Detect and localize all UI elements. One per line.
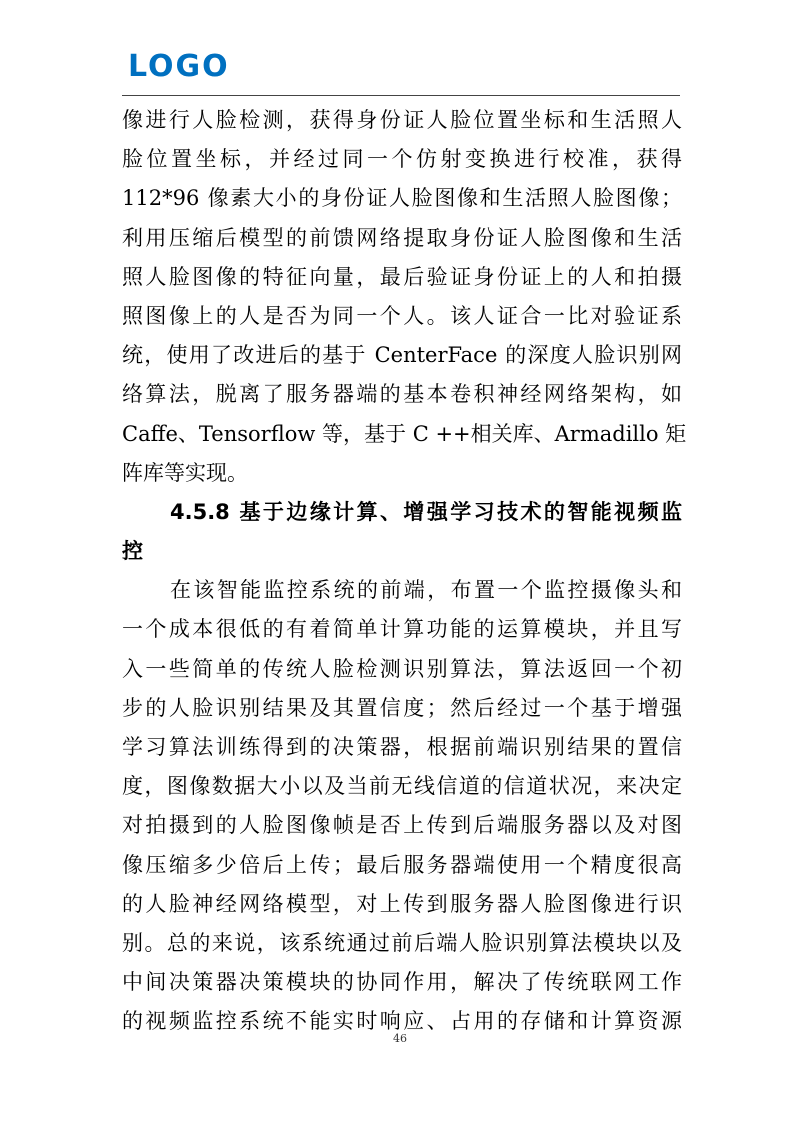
paragraph-line: 脸位置坐标，并经过同一个仿射变换进行校准，获得 <box>122 147 682 172</box>
paragraph-line: 利用压缩后模型的前馈网络提取身份证人脸图像和生活 <box>122 225 682 250</box>
logo: LOGO <box>128 49 230 84</box>
section-heading-line: 4.5.8 基于边缘计算、增强学习技术的智能视频监 <box>170 499 682 524</box>
paragraph-line: 照图像上的人是否为同一个人。该人证合一比对验证系 <box>122 303 682 328</box>
header-divider <box>122 95 680 96</box>
paragraph-line: Caffe、Tensorflow 等，基于 C ++相关库、Armadillo 矩 <box>122 421 687 446</box>
paragraph-line: 112*96 像素大小的身份证人脸图像和生活照人脸图像； <box>122 186 682 211</box>
paragraph-1 <box>122 101 687 493</box>
page-number: 46 <box>393 1032 407 1045</box>
paragraph-line: 中间决策器决策模块的协同作用，解决了传统联网工作 <box>122 970 682 995</box>
section-heading <box>122 493 682 571</box>
paragraph-line: 络算法，脱离了服务器端的基本卷积神经网络架构，如 <box>122 382 682 407</box>
paragraph-line: 别。总的来说，该系统通过前后端人脸识别算法模块以及 <box>122 930 682 955</box>
paragraph-line: 统，使用了改进后的基于 CenterFace 的深度人脸识别网 <box>122 343 682 368</box>
paragraph-line: 阵库等实现。 <box>122 460 248 485</box>
paragraph-line: 学习算法训练得到的决策器，根据前端识别结果的置信 <box>122 735 682 759</box>
paragraph-line: 在该智能监控系统的前端，布置一个监控摄像头和 <box>170 578 682 603</box>
paragraph-line: 对拍摄到的人脸图像帧是否上传到后端服务器以及对图 <box>122 813 682 838</box>
paragraph-line: 度，图像数据大小以及当前无线信道的信道状况，来决定 <box>122 774 682 799</box>
paragraph-line: 一个成本很低的有着简单计算功能的运算模块，并且写 <box>122 617 682 642</box>
paragraph-2 <box>122 571 682 1041</box>
paragraph-line: 的视频监控系统不能实时响应、占用的存储和计算资源 <box>122 1009 682 1034</box>
paragraph-line: 的人脸神经网络模型，对上传到服务器人脸图像进行识 <box>122 891 682 916</box>
paragraph-line: 像压缩多少倍后上传；最后服务器端使用一个精度很高 <box>122 852 682 877</box>
section-heading-line: 控 <box>122 539 143 564</box>
paragraph-line: 步的人脸识别结果及其置信度；然后经过一个基于增强 <box>122 695 682 720</box>
document-body <box>122 101 687 1042</box>
paragraph-line: 像进行人脸检测，获得身份证人脸位置坐标和生活照人 <box>122 108 682 132</box>
paragraph-line: 入一些简单的传统人脸检测识别算法，算法返回一个初 <box>122 656 682 681</box>
paragraph-line: 照人脸图像的特征向量，最后验证身份证上的人和拍摄 <box>122 264 682 289</box>
